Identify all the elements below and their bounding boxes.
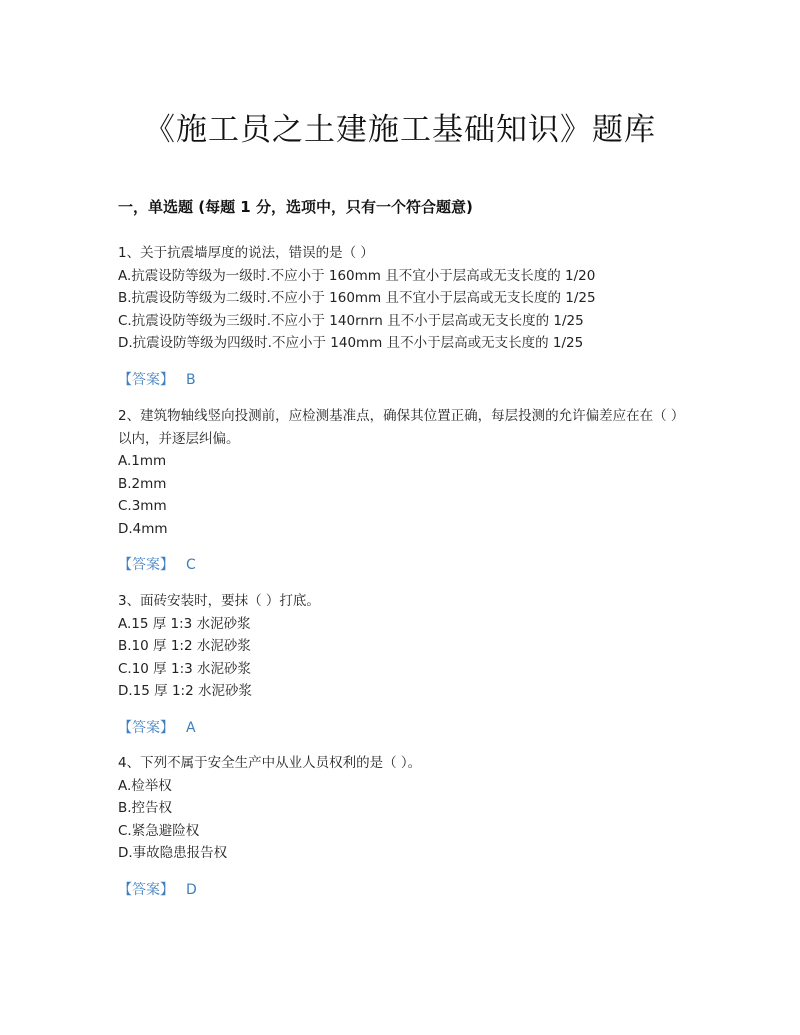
option-c: C.抗震设防等级为三级时.不应小于 140rnrn 且不小于层高或无支长度的 1/25 — [118, 312, 584, 329]
answer-value: A — [186, 719, 196, 736]
option-a: A.1mm — [118, 453, 167, 469]
question-stem: 2、建筑物轴线竖向投测前，应检测基准点，确保其位置正确，每层投测的允许偏差应在在（ ）以内，并逐层纠偏。 — [118, 408, 685, 447]
question-stem: 4、下列不属于安全生产中从业人员权利的是（ ）。 — [118, 755, 422, 771]
option-b: B.抗震设防等级为二级时.不应小于 160mm 且不宜小于层高或无支长度的 1/25 — [118, 290, 596, 306]
answer-value: C — [186, 557, 196, 573]
option-c: C.3mm — [118, 498, 167, 514]
answer-label: 【答案】 — [118, 557, 174, 573]
answer-label: 【答案】 — [118, 371, 174, 388]
option-d: D.15 厚 1:2 水泥砂浆 — [118, 683, 252, 699]
answer-row — [118, 717, 688, 739]
section-heading: 一，单选题 (每题 1 分，选项中，只有一个符合题意) — [118, 198, 473, 216]
option-d: D.事故隐患报告权 — [118, 845, 228, 861]
option-b: B.10 厚 1:2 水泥砂浆 — [118, 638, 251, 654]
option-c: C.紧急避险权 — [118, 822, 200, 839]
option-b: B.控告权 — [118, 800, 173, 816]
option-c: C.10 厚 1:3 水泥砂浆 — [118, 660, 251, 677]
answer-label: 【答案】 — [118, 881, 174, 898]
answer-label: 【答案】 — [118, 719, 174, 736]
document-title: 《施工员之土建施工基础知识》题库 — [144, 112, 656, 148]
question-4 — [118, 752, 688, 901]
option-b: B.2mm — [118, 475, 167, 492]
question-stem: 1、关于抗震墙厚度的说法，错误的是（ ） — [118, 245, 374, 261]
option-a: A.检举权 — [118, 777, 172, 794]
question-stem: 3、面砖安装时，要抹（ ）打底。 — [118, 593, 320, 609]
option-d: D.抗震设防等级为四级时.不应小于 140mm 且不小于层高或无支长度的 1/25 — [118, 335, 584, 351]
question-2 — [118, 405, 688, 576]
question-1 — [118, 242, 688, 391]
answer-row — [118, 369, 688, 391]
answer-value: B — [186, 371, 196, 388]
option-a: A.15 厚 1:3 水泥砂浆 — [118, 615, 251, 632]
option-a: A.抗震设防等级为一级时.不应小于 160mm 且不宜小于层高或无支长度的 1/20 — [118, 267, 596, 284]
option-d: D.4mm — [118, 520, 168, 537]
answer-row — [118, 554, 688, 576]
question-3 — [118, 590, 688, 739]
answer-value: D — [186, 881, 197, 898]
answer-row — [118, 879, 688, 901]
